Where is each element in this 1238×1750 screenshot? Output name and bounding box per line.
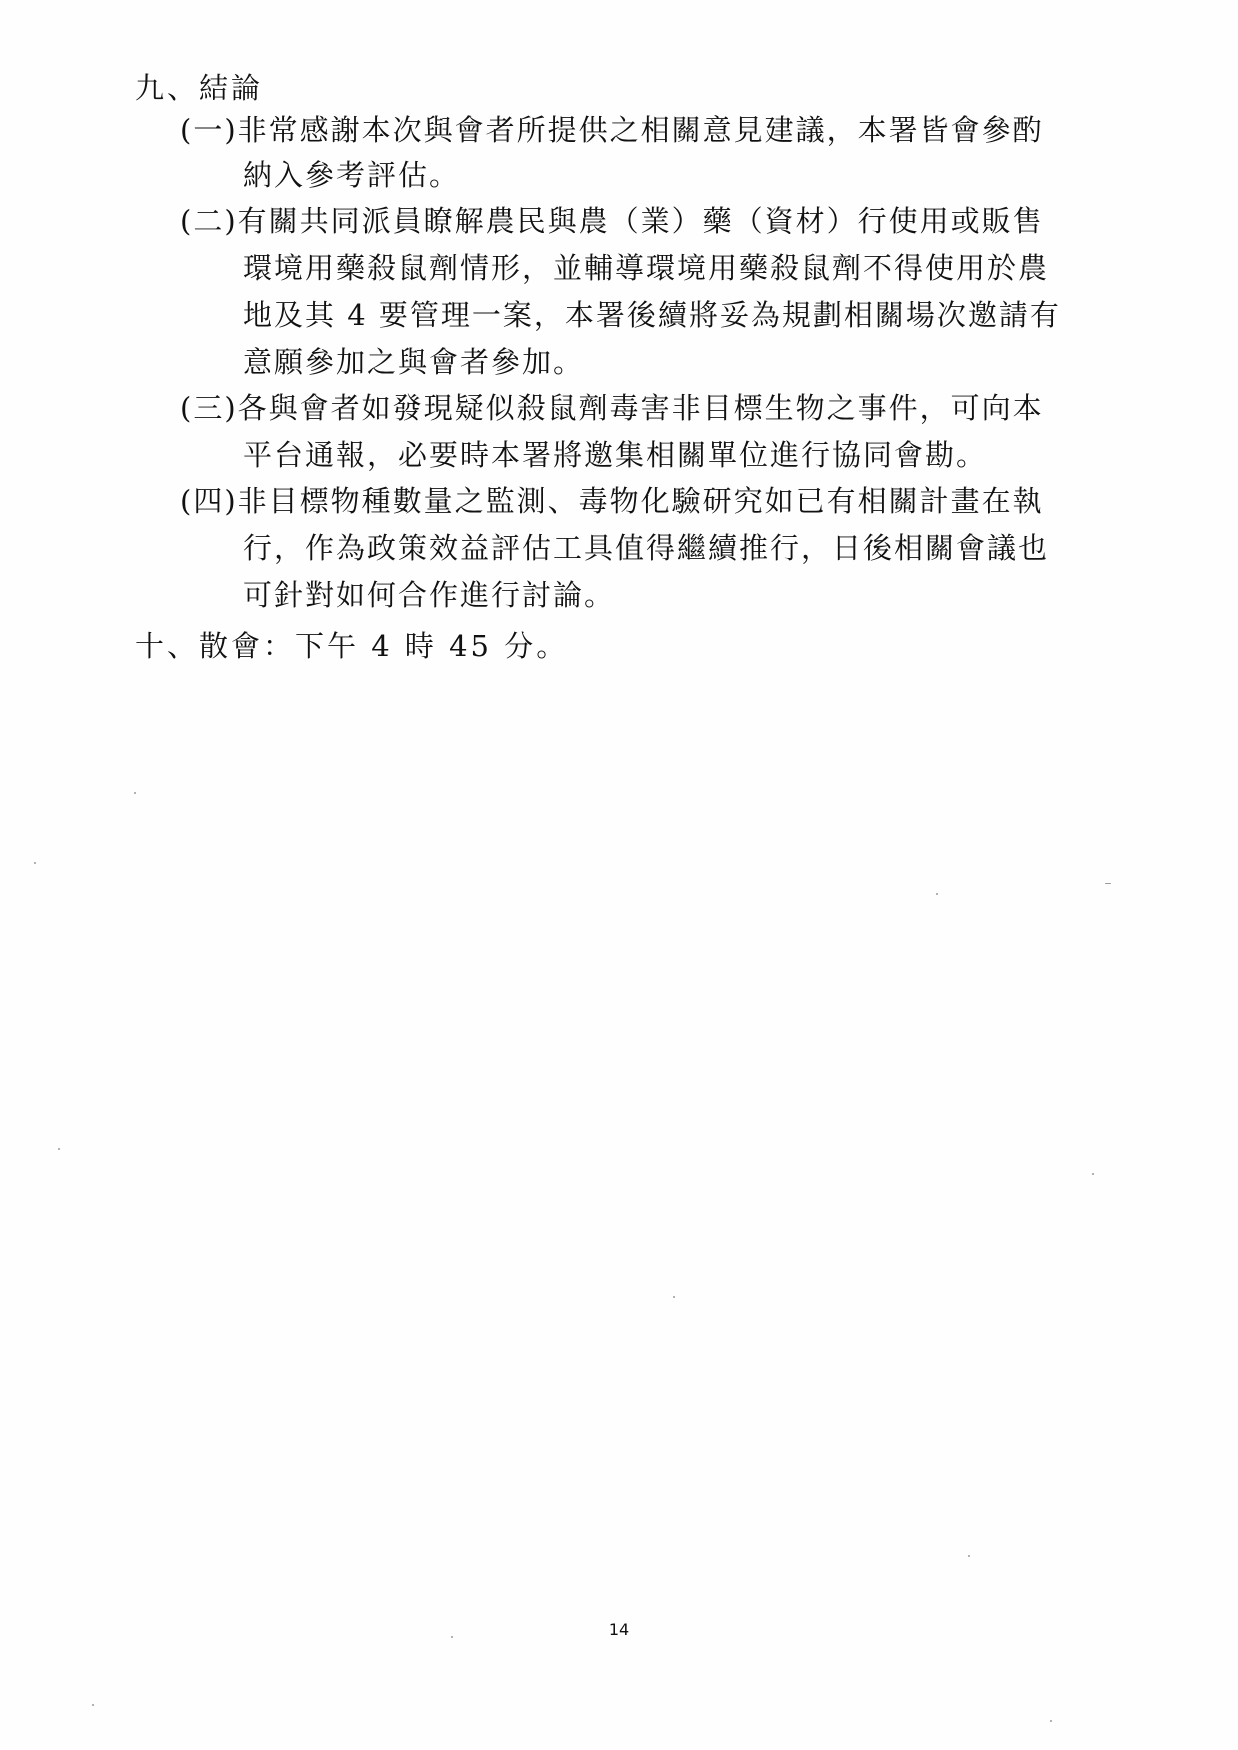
page-number: 14	[608, 1620, 630, 1639]
scan-speck	[936, 893, 938, 895]
scan-speck	[92, 1704, 94, 1706]
item-text-line: 地及其 4 要管理一案，本署後續將妥為規劃相關場次邀請有	[243, 298, 1061, 332]
item-text-line: 行，作為政策效益評估工具值得繼續推行，日後相關會議也	[243, 531, 1050, 565]
scan-speck	[58, 1148, 60, 1150]
item-text-line: (四)非目標物種數量之監測、毒物化驗研究如已有相關計畫在執	[180, 484, 1044, 518]
section-heading-conclusion: 九、結論	[135, 71, 264, 105]
scan-speck	[968, 1555, 970, 1557]
item-text-line: (一)非常感謝本次與會者所提供之相關意見建議，本署皆會參酌	[180, 113, 1044, 147]
scan-speck	[1050, 1720, 1052, 1722]
scan-speck	[1105, 883, 1111, 884]
scan-speck	[134, 792, 136, 794]
scan-speck	[34, 862, 36, 864]
item-text-line: 可針對如何合作進行討論。	[243, 578, 616, 612]
item-text-line: (三)各與會者如發現疑似殺鼠劑毒害非目標生物之事件，可向本	[180, 391, 1044, 425]
item-text-line: 納入參考評估。	[243, 158, 461, 192]
scan-speck	[1092, 1173, 1094, 1175]
item-text-line: 意願參加之與會者參加。	[243, 345, 585, 379]
scan-speck	[451, 1636, 453, 1638]
item-text-line: 環境用藥殺鼠劑情形，並輔導環境用藥殺鼠劑不得使用於農	[243, 251, 1050, 285]
section-heading-adjournment: 十、散會：下午 4 時 45 分。	[135, 629, 569, 663]
item-text-line: 平台通報，必要時本署將邀集相關單位進行協同會勘。	[243, 438, 988, 472]
item-text-line: (二)有關共同派員瞭解農民與農（業）藥（資材）行使用或販售	[180, 204, 1044, 238]
scan-speck	[673, 1296, 675, 1298]
